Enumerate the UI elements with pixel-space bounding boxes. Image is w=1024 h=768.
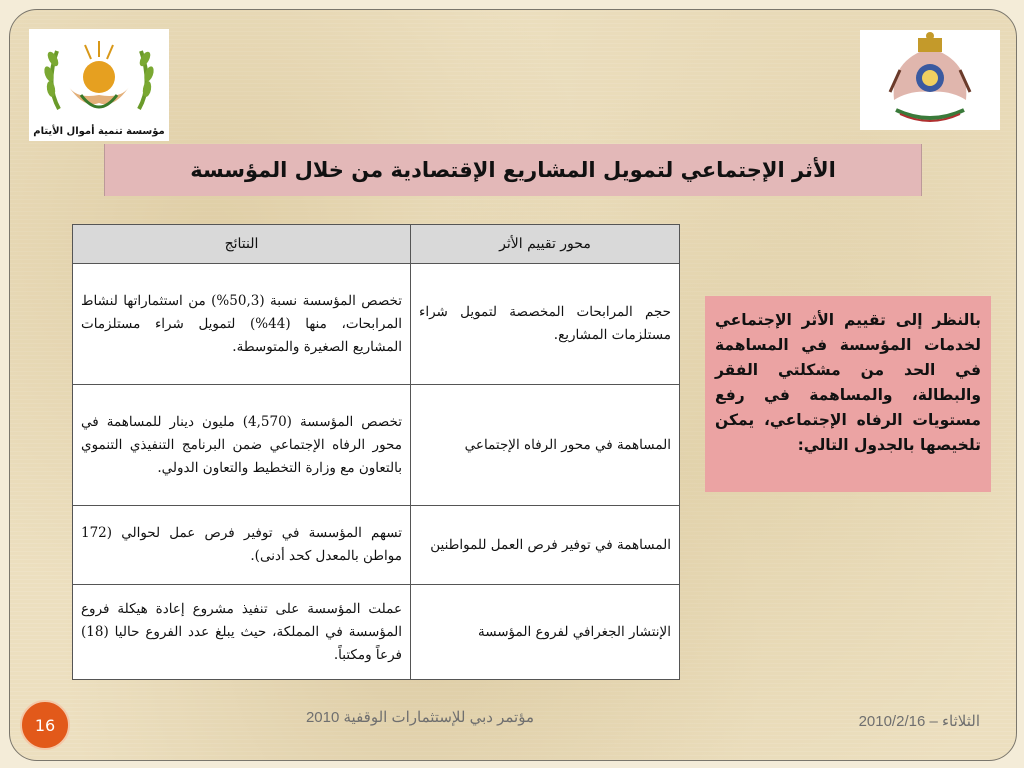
table-row <box>73 506 680 585</box>
orphans-fund-caption: مؤسسة تنمية أموال الأيتام <box>33 126 165 137</box>
slide <box>9 9 1017 761</box>
row-result-welfare: تخصص المؤسسة (4,570) مليون دينار للمساهمة في محور الرفاه الإجتماعي ضمن البرنامج التنفيذي التنموي بالتعاون مع وزارة التخطيط والتعاون الدولي. <box>73 385 411 506</box>
row-result-murabaha: تخصص المؤسسة نسبة (50,3%) من استثماراتها لنشاط المرابحات، منها (44%) لتمويل شراء مستلزمات المشاريع الصغيرة والمتوسطة. <box>73 264 411 385</box>
row-axis-jobs: المساهمة في توفير فرص العمل للمواطنين <box>411 506 680 585</box>
table-row <box>73 585 680 680</box>
row-result-branches: عملت المؤسسة على تنفيذ مشروع إعادة هيكلة فروع المؤسسة في المملكة، حيث يبلغ عدد الفروع حاليا (18) فرعاً ومكتباً. <box>73 585 411 680</box>
row-result-jobs: تسهم المؤسسة في توفير فرص عمل لحوالي (172 مواطن بالمعدل كحد أدنى). <box>73 506 411 585</box>
footer-date: الثلاثاء – 2010/2/16 <box>858 713 980 730</box>
hands-wheat-emblem-icon <box>29 29 169 125</box>
jordan-government-logo <box>860 30 1000 130</box>
slide-title: الأثر الإجتماعي لتمويل المشاريع الإقتصادية من خلال المؤسسة <box>104 144 922 196</box>
footer-conference: مؤتمر دبي للإستثمارات الوقفية 2010 <box>305 709 535 726</box>
header-results: النتائج <box>73 225 411 264</box>
table-row <box>73 264 680 385</box>
impact-results-table <box>72 224 680 680</box>
table-row <box>73 385 680 506</box>
summary-note: بالنظر إلى تقييم الأثر الإجتماعي لخدمات المؤسسة في المساهمة في الحد من مشكلتي الفقر والبطالة، والمساهمة في رفع مستويات الرفاه الإجتماعي، يمكن تلخيصها بالجدول التالي: <box>705 296 991 492</box>
orphans-fund-logo <box>29 29 169 141</box>
row-axis-welfare: المساهمة في محور الرفاه الإجتماعي <box>411 385 680 506</box>
header-evaluation-axis: محور تقييم الأثر <box>411 225 680 264</box>
row-axis-branches: الإنتشار الجغرافي لفروع المؤسسة <box>411 585 680 680</box>
page-number-badge: 16 <box>20 700 70 750</box>
coat-of-arms-icon <box>860 30 1000 130</box>
row-axis-murabaha: حجم المرابحات المخصصة لتمويل شراء مستلزمات المشاريع. <box>411 264 680 385</box>
table-header-row <box>73 225 680 264</box>
